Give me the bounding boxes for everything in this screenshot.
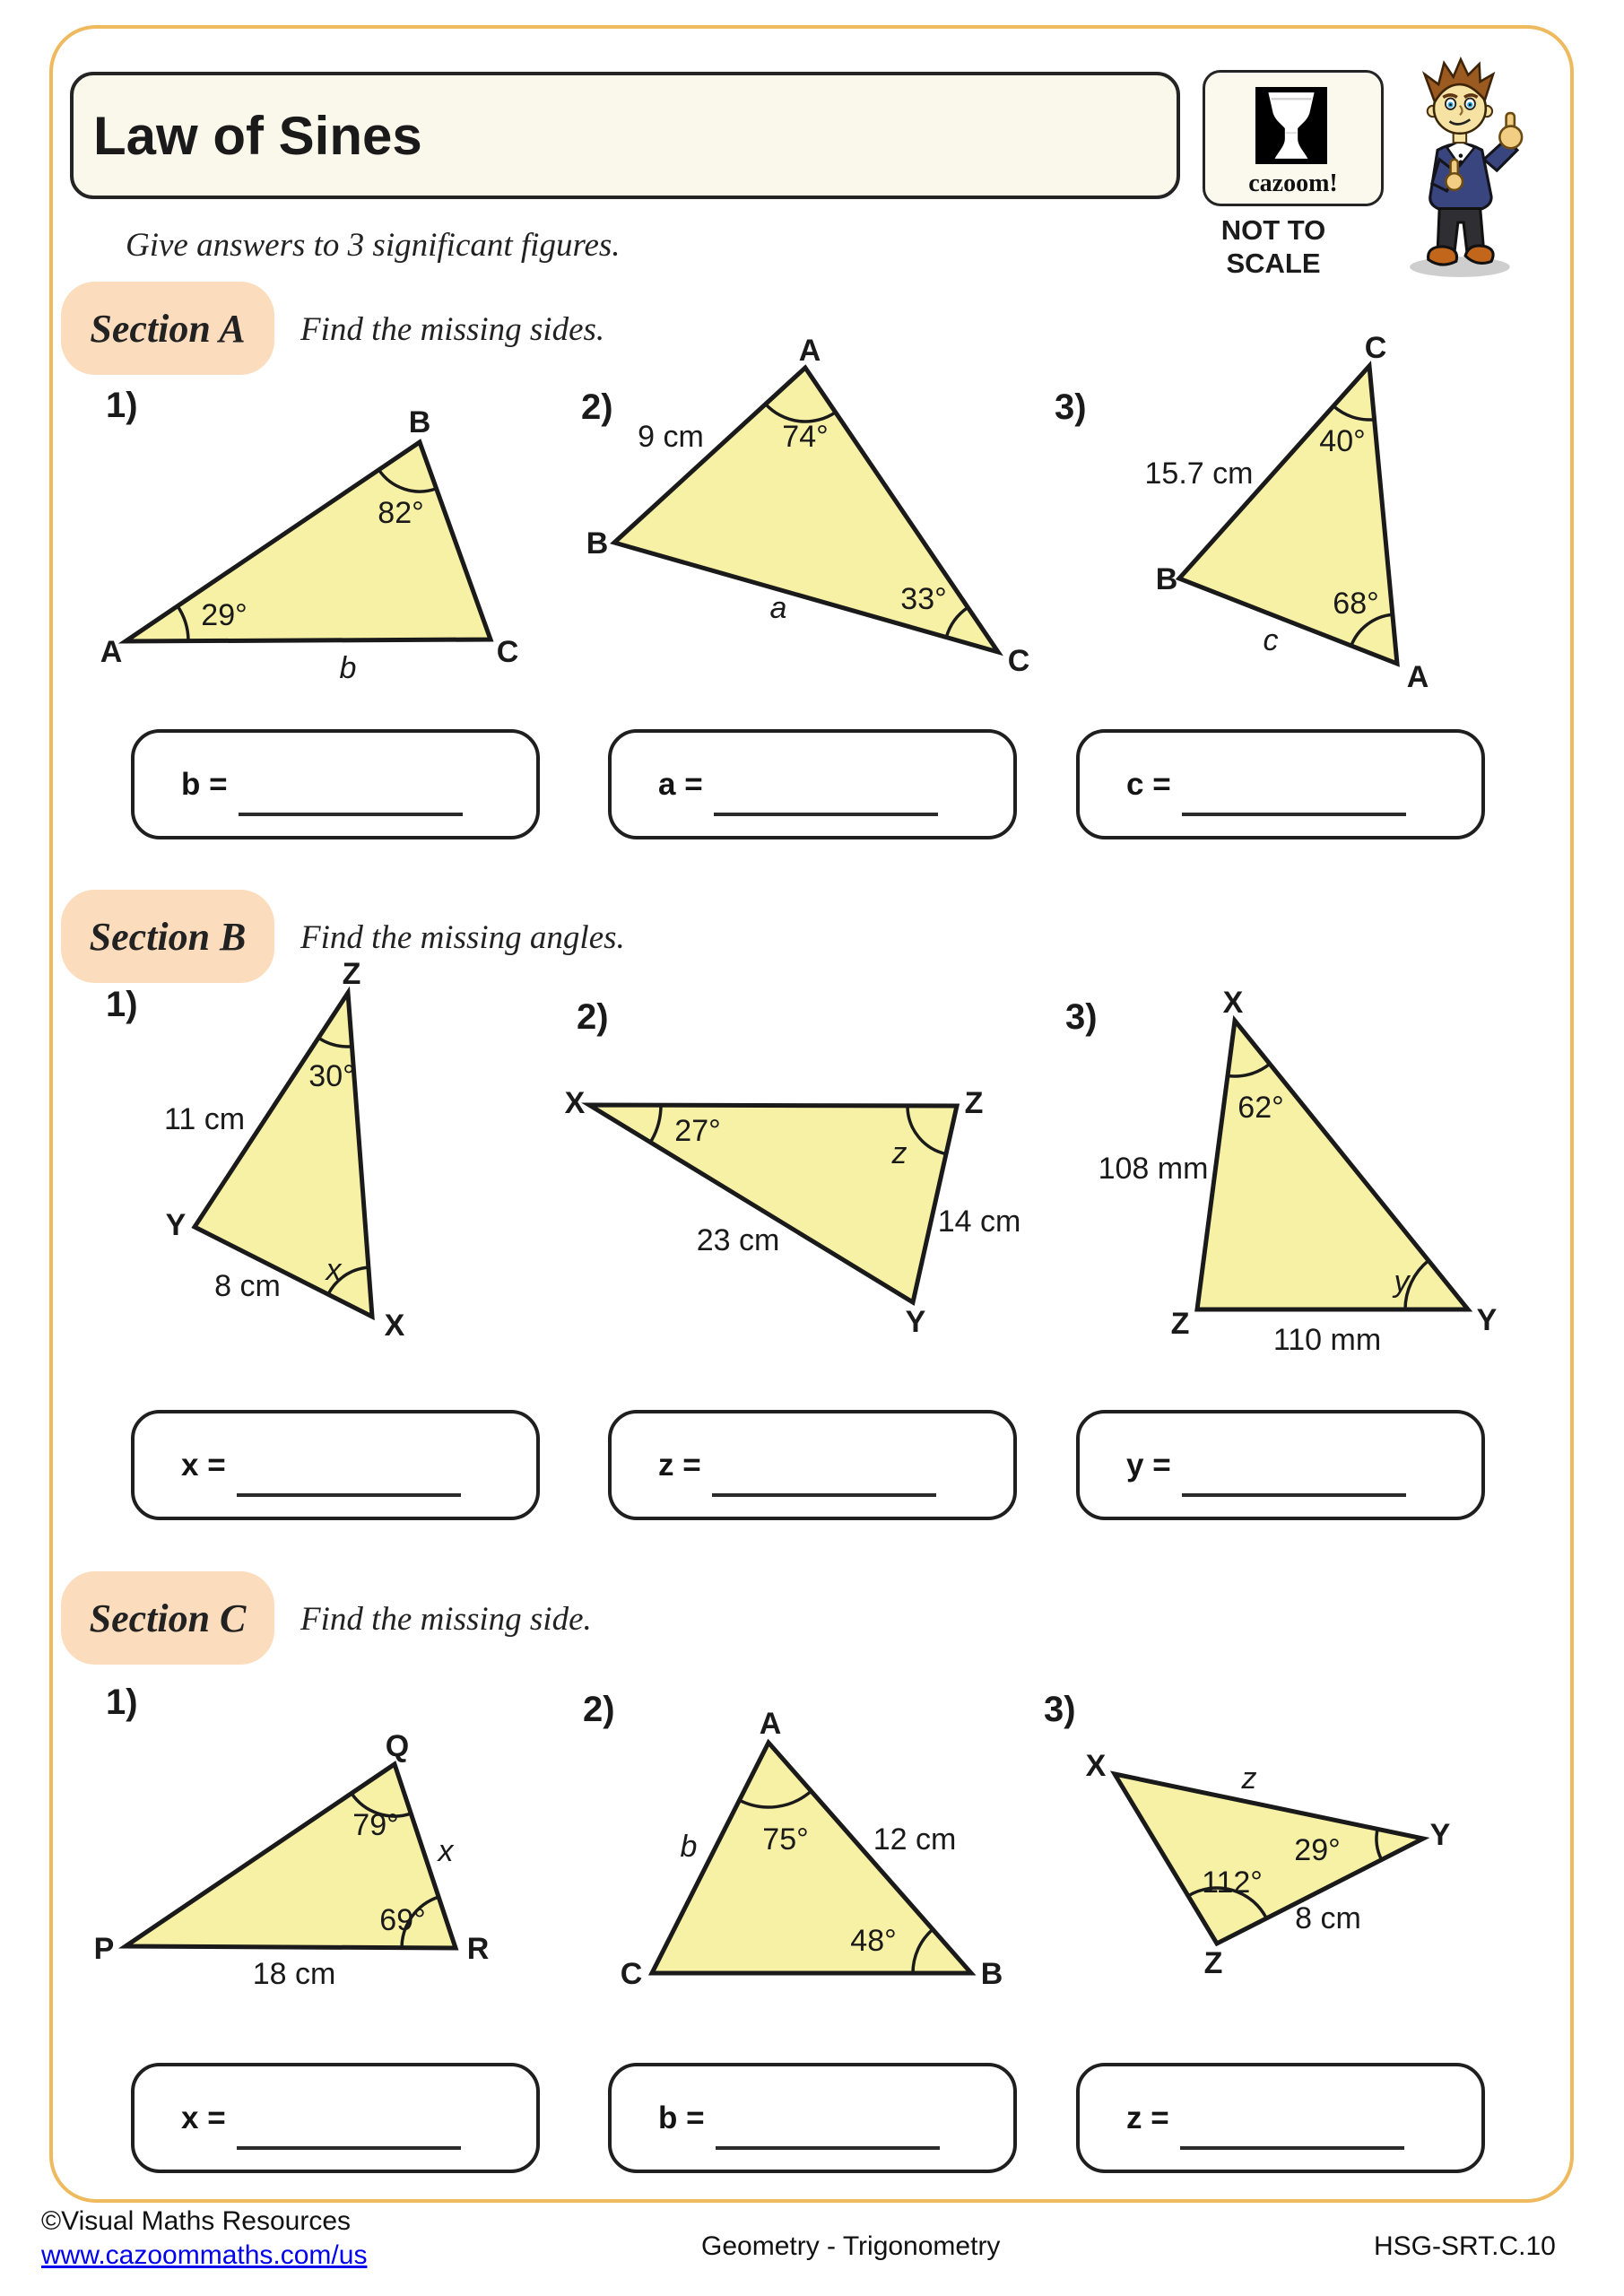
side-label: 8 cm [214,1269,281,1303]
triangle-1-2 [586,334,1030,678]
vertex-label: C [496,635,519,669]
answer-box-c3[interactable] [1076,2063,1485,2173]
angle-label: 33° [900,582,947,616]
vertex-label: Y [165,1208,187,1242]
answer-box-b3[interactable] [1076,1410,1485,1520]
section-c-instruction: Find the missing side. [300,1601,592,1638]
footer-website-link[interactable]: www.cazoommaths.com/us [41,2240,368,2270]
vertex-label: Y [1429,1818,1451,1852]
vertex-label: R [466,1932,490,1966]
angle-label: 48° [850,1924,897,1958]
vertex-label: A [1406,660,1429,694]
triangle-3-2 [621,1707,1003,1991]
problem-number-a1: 1) [106,386,138,425]
problem-number-b3: 3) [1065,997,1098,1037]
vertex-label: B [980,1957,1003,1991]
triangle-shape [1115,1774,1423,1944]
vertex-label: A [798,334,821,368]
triangle-shape [195,993,372,1317]
angle-label: y [1394,1265,1410,1299]
triangle-3-3 [1086,1749,1451,1980]
side-label: 12 cm [873,1822,957,1857]
answer-label-b1: x = [181,1447,226,1483]
angle-label: 68° [1333,587,1379,621]
not-to-scale-line2: SCALE [1226,248,1321,280]
answer-label-a1: b = [181,766,228,802]
problem-number-c2: 2) [583,1690,615,1729]
section-b-label: Section B [61,890,274,983]
side-label: 108 mm [1098,1152,1209,1186]
angle-label: z [891,1136,908,1170]
problem-number-b2: 2) [577,997,609,1037]
answer-label-b2: z = [658,1447,701,1483]
vertex-label: C [620,1957,643,1991]
answer-box-c2[interactable] [608,2063,1017,2173]
vertex-label: X [564,1086,586,1120]
answer-blank-a2[interactable] [714,782,938,816]
worksheet-instruction: Give answers to 3 significant figures. [126,227,621,264]
angle-label: 40° [1319,424,1366,458]
answer-blank-a3[interactable] [1182,782,1406,816]
cazoom-logo-text: cazoom! [1248,170,1338,197]
triangle-2-1 [164,957,405,1343]
page-title: Law of Sines [93,105,422,166]
footer-standard-code: HSG-SRT.C.10 [1374,2231,1556,2261]
triangle-2-2 [565,1086,1021,1339]
answer-label-c2: b = [658,2100,705,2135]
side-label: z [1241,1761,1257,1796]
answer-box-b2[interactable] [608,1410,1017,1520]
angle-label: 62° [1238,1091,1284,1125]
answer-label-c3: z = [1126,2100,1169,2135]
side-label: 18 cm [252,1957,336,1991]
answer-blank-c2[interactable] [716,2116,940,2150]
vertex-label: Y [1476,1303,1498,1337]
answer-blank-c1[interactable] [237,2116,461,2150]
answer-box-a2[interactable] [608,729,1017,839]
answer-blank-b3[interactable] [1182,1463,1406,1497]
section-c-label: Section C [61,1571,274,1665]
angle-label: 82° [378,496,424,530]
section-b-instruction: Find the missing angles. [300,919,625,956]
vertex-label: B [586,526,609,561]
side-label: a [769,591,787,625]
footer-topic: Geometry - Trigonometry [701,2231,1001,2261]
angle-label: x [326,1253,342,1287]
angle-label: 74° [782,420,829,454]
vertex-label: A [759,1707,782,1741]
problem-number-c3: 3) [1044,1690,1076,1729]
vertex-label: Q [385,1729,410,1763]
answer-label-a2: a = [658,766,703,802]
angle-label: 29° [201,598,248,632]
answer-box-c1[interactable] [131,2063,540,2173]
angle-label: 75° [762,1822,809,1857]
vertex-label: A [100,635,123,669]
vertex-label: Y [905,1305,926,1339]
triangle-3-1 [94,1729,490,1991]
answer-blank-c3[interactable] [1180,2116,1404,2150]
side-label: c [1263,623,1279,657]
problem-number-b1: 1) [106,985,138,1024]
side-label: b [680,1830,698,1864]
triangle-1-3 [1145,331,1429,694]
triangle-2-3 [1099,986,1498,1357]
side-label: 23 cm [696,1223,780,1257]
answer-label-c1: x = [181,2100,226,2135]
not-to-scale-line1: NOT TO [1220,214,1326,246]
section-a-label: Section A [61,282,274,375]
angle-label: 112° [1202,1866,1263,1900]
answer-label-a3: c = [1126,766,1171,802]
angle-label: 29° [1294,1833,1341,1867]
triangle-1-1 [100,405,519,685]
footer-copyright: ©Visual Maths Resources [41,2206,352,2236]
vertex-label: B [408,405,431,439]
vertex-label: P [93,1932,115,1966]
vertex-label: Z [1203,1946,1223,1980]
answer-box-a1[interactable] [131,729,540,839]
angle-label: 27° [674,1114,721,1148]
side-label: b [339,651,357,685]
problem-number-a3: 3) [1055,387,1087,427]
answer-box-a3[interactable] [1076,729,1485,839]
section-a-instruction: Find the missing sides. [300,311,605,348]
vertex-label: Z [342,957,361,991]
vertex-label: C [1364,331,1387,365]
problem-number-c1: 1) [106,1683,138,1722]
side-label: 14 cm [937,1205,1021,1239]
problem-number-a2: 2) [581,387,613,427]
answer-box-b1[interactable] [131,1410,540,1520]
triangle-shape [1197,1021,1468,1309]
side-label: x [438,1834,454,1868]
vertex-label: B [1155,562,1178,596]
angle-label: 69° [379,1903,426,1937]
triangle-shape [589,1105,957,1302]
answer-blank-a1[interactable] [239,782,463,816]
answer-blank-b1[interactable] [237,1463,461,1497]
side-label: 110 mm [1272,1323,1382,1357]
angle-label: 79° [352,1808,399,1842]
vertex-label: Z [964,1086,984,1120]
side-label: 8 cm [1295,1901,1361,1935]
vertex-label: Z [1170,1307,1190,1341]
vertex-label: X [1222,986,1244,1020]
vertex-label: C [1007,644,1030,678]
vertex-label: X [384,1309,405,1343]
angle-label: 30° [308,1059,355,1093]
side-label: 9 cm [638,420,704,454]
answer-blank-b2[interactable] [712,1463,936,1497]
side-label: 11 cm [163,1102,246,1136]
side-label: 15.7 cm [1144,457,1254,491]
answer-label-b3: y = [1126,1447,1171,1483]
vertex-label: X [1085,1749,1107,1783]
